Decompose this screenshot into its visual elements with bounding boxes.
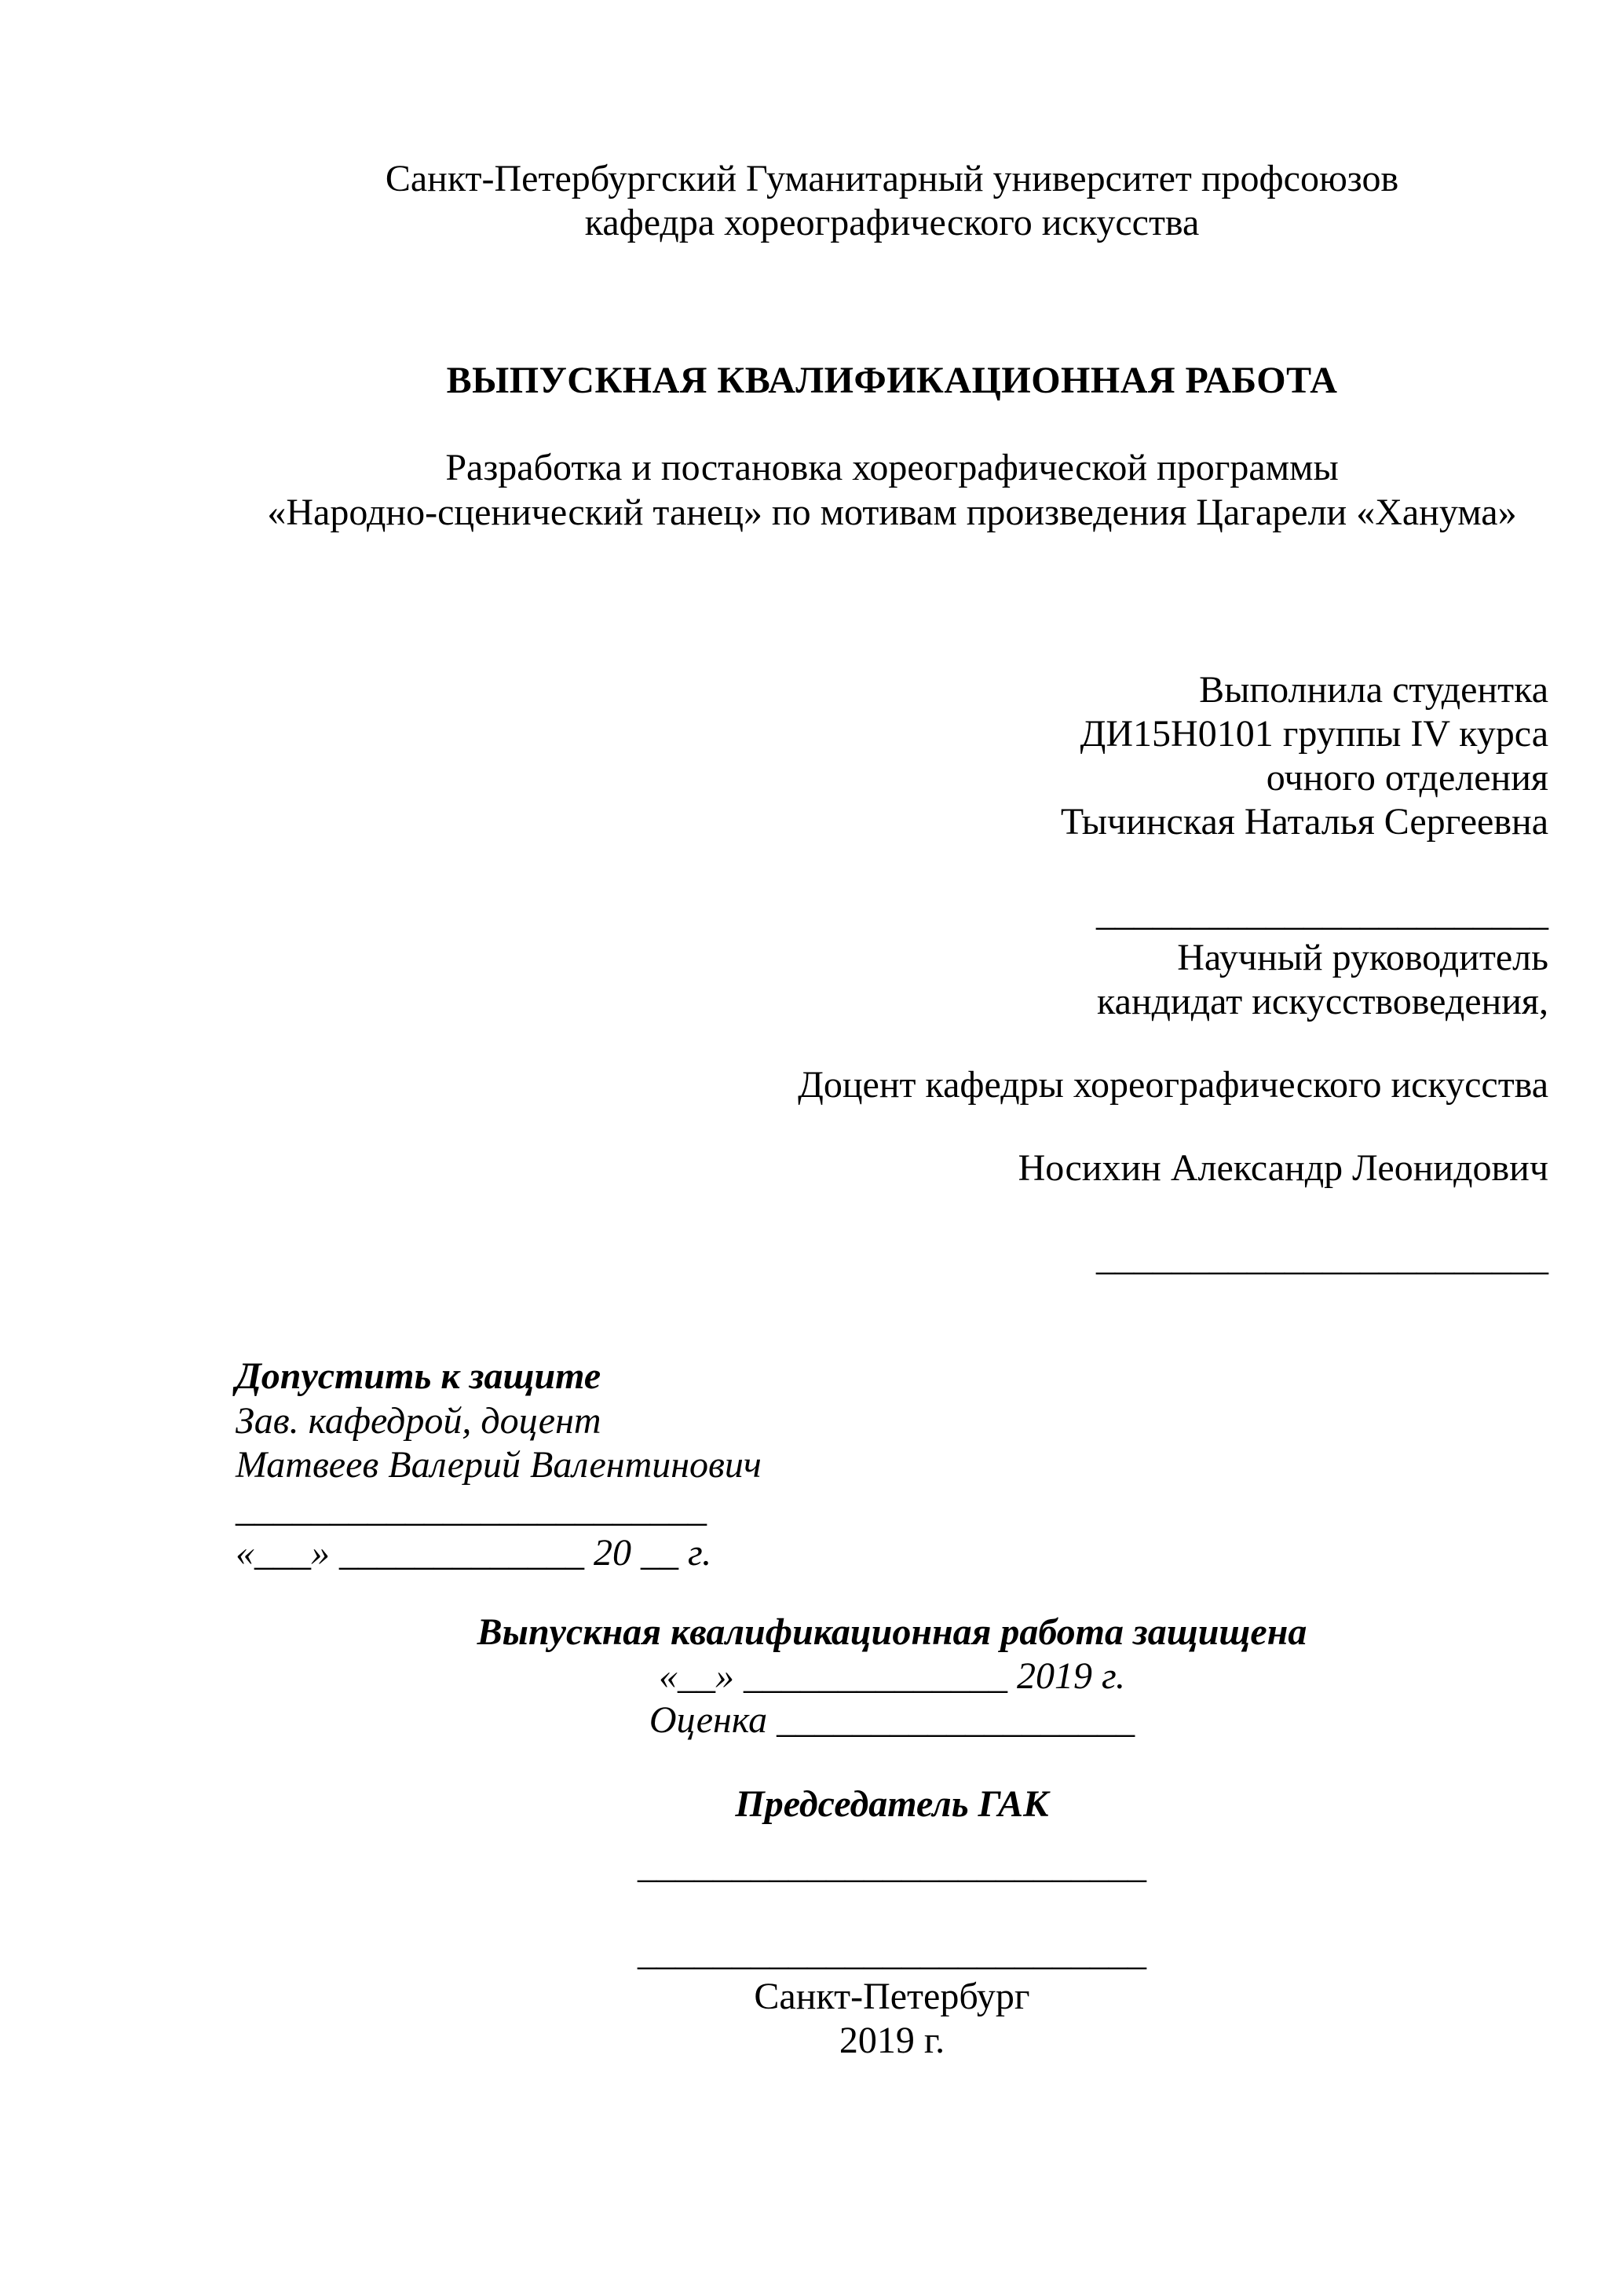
topic-line-2: «Народно-сценический танец» по мотивам произведения Цагарели «Ханума» [267, 491, 1517, 533]
admission-date-line: «___» _____________ 20 __ г. [236, 1531, 712, 1574]
admission-name: Матвеев Валерий Валентинович [236, 1443, 762, 1486]
supervisor-position: Доцент кафедры хореографического искусства [798, 1063, 1548, 1106]
student-role: Выполнила студентка [1199, 668, 1548, 711]
supervisor-signature-line: ________________________ [1096, 892, 1548, 934]
admission-signature-line: _________________________ [236, 1487, 707, 1530]
footer-block [236, 1931, 1548, 2063]
year: 2019 г. [839, 2020, 945, 2062]
defense-block [236, 1610, 1548, 1742]
supervisor-title: Научный руководитель [1177, 936, 1548, 978]
student-group: ДИ15Н0101 группы IV курса [1080, 712, 1548, 755]
topic-block [236, 446, 1548, 534]
admission-block [236, 1355, 1548, 1575]
student-name: Тычинская Наталья Сергеевна [1060, 801, 1548, 843]
student-block [236, 668, 1548, 845]
admission-heading: Допустить к защите [236, 1355, 601, 1398]
student-study-form: очного отделения [1266, 757, 1548, 799]
chairman-signature-line: ___________________________ [638, 1844, 1146, 1886]
defense-heading: Выпускная квалификационная работа защищена [477, 1611, 1307, 1654]
city: Санкт-Петербург [754, 1976, 1030, 2018]
supervisor-degree: кандидат искусствоведения, [1097, 980, 1548, 1022]
header-block [236, 157, 1548, 245]
chairman-heading: Председатель ГАК [735, 1782, 1049, 1825]
defense-date-line: «__» ______________ 2019 г. [658, 1655, 1126, 1698]
department-name: кафедра хореографического искусства [584, 202, 1200, 244]
second-signature-line: ________________________ [1096, 1237, 1548, 1279]
university-name: Санкт-Петербургский Гуманитарный университет профсоюзов [385, 158, 1399, 199]
footer-signature-line: ___________________________ [638, 1931, 1146, 1973]
defense-grade-line: Оценка ___________________ [649, 1699, 1135, 1742]
topic-line-1: Разработка и постановка хореографической программы [445, 447, 1339, 489]
work-type-title: ВЫПУСКНАЯ КВАЛИФИКАЦИОННАЯ РАБОТА [446, 360, 1338, 402]
supervisor-name: Носихин Александр Леонидович [1018, 1147, 1548, 1190]
admission-position: Зав. кафедрой, доцент [236, 1399, 601, 1442]
supervisor-block [236, 891, 1548, 1023]
